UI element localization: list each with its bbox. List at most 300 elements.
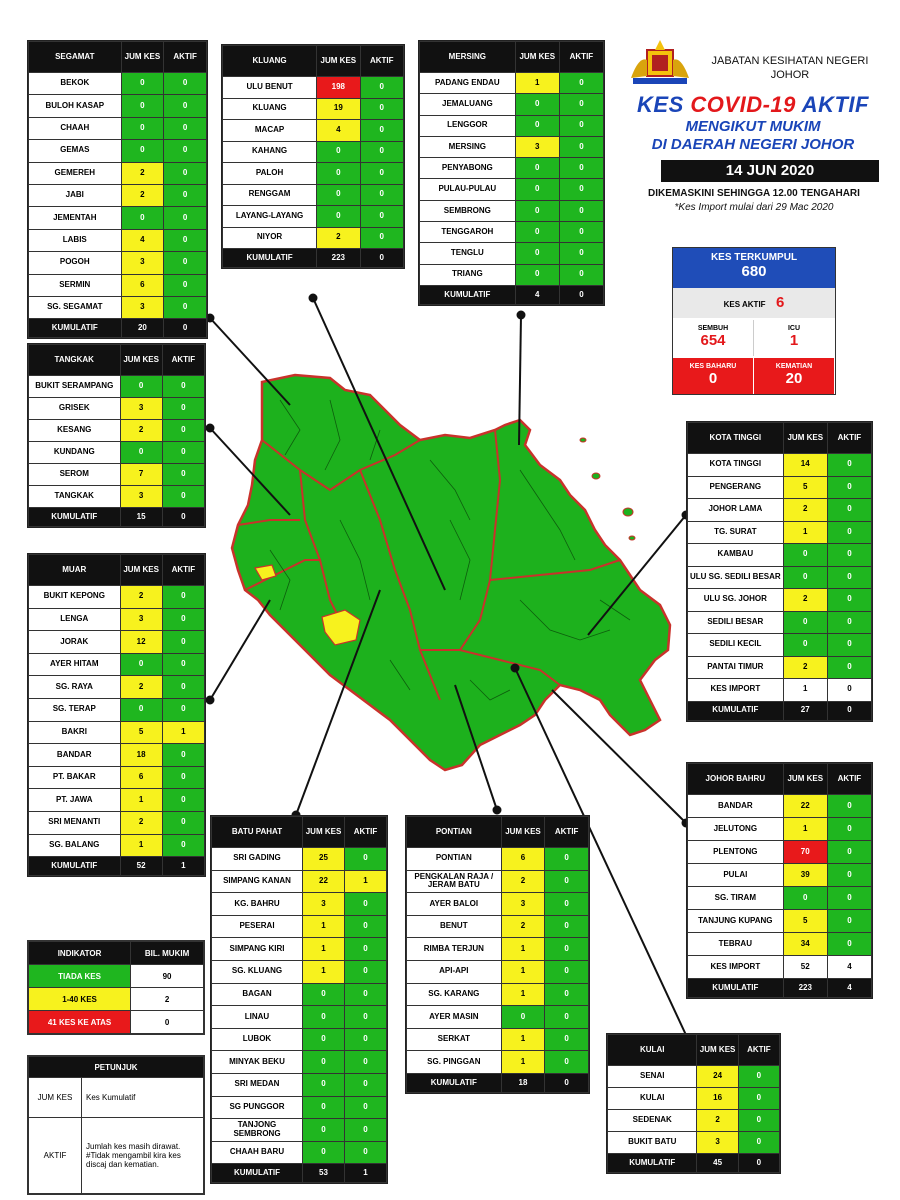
- kumulatif-aktif: 4: [827, 979, 871, 998]
- mukim-name: TRIANG: [420, 264, 516, 285]
- table-row: [608, 1110, 780, 1132]
- summary-icu: [754, 320, 834, 356]
- aktif-value: 0: [162, 420, 204, 442]
- jum-kes-value: 1: [515, 73, 559, 94]
- mukim-name: AYER BALOI: [407, 893, 502, 916]
- table-row: [420, 94, 604, 115]
- page-title: [612, 92, 894, 118]
- mukim-name: SRI GADING: [212, 848, 303, 871]
- table-row: [212, 1141, 387, 1164]
- jum-kes-value: 2: [120, 586, 162, 609]
- district-name: MERSING: [420, 42, 516, 73]
- jum-kes-value: 0: [303, 1141, 345, 1164]
- aktif-value: 0: [559, 264, 603, 285]
- jum-kes-value: 0: [303, 1096, 345, 1119]
- mukim-name: GRISEK: [29, 398, 121, 420]
- table-row: [223, 163, 404, 185]
- kumulatif-jum-kes: 20: [121, 319, 164, 338]
- kumulatif-jum-kes: 27: [783, 701, 827, 720]
- table-row: [29, 184, 207, 206]
- jum-kes-value: 1: [783, 521, 827, 544]
- mukim-name: RIMBA TERJUN: [407, 938, 502, 961]
- kumulatif-jum-kes: 18: [501, 1073, 545, 1092]
- jum-kes-value: 39: [783, 864, 827, 887]
- table-row: [29, 442, 205, 464]
- col-jum-kes: JUM KES: [303, 817, 345, 848]
- table-row: [212, 870, 387, 893]
- table-row: [29, 631, 205, 654]
- leader-muar: [210, 600, 270, 700]
- mukim-name: JABI: [29, 184, 122, 206]
- mukim-name: KLUANG: [223, 98, 317, 120]
- table-row: [29, 274, 207, 296]
- district-name: SEGAMAT: [29, 42, 122, 73]
- kumulatif-aktif: 1: [162, 857, 204, 876]
- col-jum-kes: JUM KES: [783, 764, 827, 795]
- table-row: [420, 200, 604, 221]
- table-row: [29, 95, 207, 117]
- aktif-value: 0: [827, 841, 871, 864]
- table-row: [29, 676, 205, 699]
- mukim-name: LUBOK: [212, 1028, 303, 1051]
- table-row: [29, 834, 205, 857]
- jum-kes-value: 2: [783, 656, 827, 679]
- aktif-value: 0: [162, 698, 204, 721]
- mukim-name: BEKOK: [29, 73, 122, 95]
- mukim-name: MINYAK BEKU: [212, 1051, 303, 1074]
- district-table-kotatinggi: [686, 421, 873, 722]
- district-table-grid: [687, 422, 872, 721]
- jum-kes-value: 2: [783, 499, 827, 522]
- aktif-value: 0: [164, 296, 207, 318]
- district-table-muar: [27, 553, 206, 877]
- jum-kes-value: 5: [783, 476, 827, 499]
- jum-kes-value: 1: [501, 1051, 545, 1074]
- mukim-name: JEMALUANG: [420, 94, 516, 115]
- map-island-4: [580, 438, 586, 442]
- jum-kes-value: 22: [303, 870, 345, 893]
- jum-kes-value: 0: [120, 653, 162, 676]
- summary-aktif: [673, 288, 835, 318]
- aktif-value: 0: [545, 848, 589, 871]
- report-date: 14 JUN 2020: [661, 160, 879, 182]
- district-table-grid: [28, 554, 205, 876]
- aktif-value: 0: [545, 915, 589, 938]
- table-row: [212, 1006, 387, 1029]
- aktif-value: 0: [162, 789, 204, 812]
- legend-1-40-kes: 1-40 KES: [29, 988, 131, 1011]
- aktif-value: 0: [162, 631, 204, 654]
- aktif-value: 0: [827, 634, 871, 657]
- aktif-value: 0: [360, 184, 403, 206]
- table-row: [420, 264, 604, 285]
- jum-kes-value: 2: [120, 676, 162, 699]
- legend-1-40-kes-value: 2: [131, 988, 204, 1011]
- district-table-grid: [419, 41, 604, 305]
- jum-kes-value: 2: [697, 1110, 738, 1132]
- table-row: [420, 73, 604, 94]
- district-table-mersing: [418, 40, 605, 306]
- jum-kes-value: 2: [501, 870, 545, 893]
- aktif-value: 0: [360, 163, 403, 185]
- mukim-name: PADANG ENDAU: [420, 73, 516, 94]
- aktif-value: 0: [345, 960, 387, 983]
- jum-kes-value: 0: [303, 1119, 345, 1142]
- mukim-name: SEDENAK: [608, 1110, 697, 1132]
- jum-kes-value: 0: [515, 200, 559, 221]
- table-row: [688, 589, 872, 612]
- aktif-value: 0: [360, 98, 403, 120]
- kumulatif-label: KUMULATIF: [212, 1164, 303, 1183]
- mukim-name: PT. BAKAR: [29, 766, 121, 789]
- col-aktif: AKTIF: [738, 1035, 779, 1066]
- aktif-value: 0: [162, 834, 204, 857]
- table-row: [688, 454, 872, 477]
- aktif-value: 0: [345, 1119, 387, 1142]
- mukim-name: GEMAS: [29, 140, 122, 162]
- jum-kes-value: 18: [120, 744, 162, 767]
- mukim-name: TENGLU: [420, 243, 516, 264]
- leader-segamat: [210, 318, 290, 405]
- mukim-name: BUKIT KEPONG: [29, 586, 121, 609]
- mukim-name: SIMPANG KANAN: [212, 870, 303, 893]
- col-jum-kes: JUM KES: [120, 555, 162, 586]
- aktif-value: 0: [162, 464, 204, 486]
- aktif-value: 0: [559, 94, 603, 115]
- col-aktif: AKTIF: [827, 764, 871, 795]
- mukim-name: TANJONG SEMBRONG: [212, 1119, 303, 1142]
- kumulatif-aktif: 0: [545, 1073, 589, 1092]
- mukim-name: TANGKAK: [29, 486, 121, 508]
- kumulatif-jum-kes: 223: [783, 979, 827, 998]
- kumulatif-label: KUMULATIF: [29, 857, 121, 876]
- mukim-name: SG. SEGAMAT: [29, 296, 122, 318]
- aktif-value: 0: [827, 499, 871, 522]
- aktif-value: 0: [345, 983, 387, 1006]
- mukim-name: NIYOR: [223, 227, 317, 249]
- district-table-batupahat: [210, 815, 388, 1184]
- mukim-name: LENGGOR: [420, 115, 516, 136]
- jum-kes-value: 0: [303, 1006, 345, 1029]
- aktif-value: 0: [827, 818, 871, 841]
- table-row: [212, 1096, 387, 1119]
- guide-title: PETUNJUK: [29, 1057, 204, 1078]
- mukim-name: BUKIT SERAMPANG: [29, 376, 121, 398]
- aktif-value: 0: [162, 811, 204, 834]
- table-row: [688, 887, 872, 910]
- kumulatif-aktif: 0: [827, 701, 871, 720]
- table-row: [29, 117, 207, 139]
- aktif-value: 0: [164, 274, 207, 296]
- aktif-value: 0: [827, 910, 871, 933]
- table-row: [212, 1028, 387, 1051]
- mukim-name: SG. TERAP: [29, 698, 121, 721]
- mukim-name: BULOH KASAP: [29, 95, 122, 117]
- baharu-value: 0: [708, 370, 718, 387]
- aktif-value: 1: [162, 721, 204, 744]
- kumulatif-jum-kes: 53: [303, 1164, 345, 1183]
- sembuh-label: SEMBUH: [697, 325, 729, 332]
- mukim-name: TENGGAROH: [420, 222, 516, 243]
- table-row: [420, 136, 604, 157]
- mukim-name: LAYANG-LAYANG: [223, 206, 317, 228]
- kumulatif-label: KUMULATIF: [420, 285, 516, 304]
- district-table-segamat: [27, 40, 208, 339]
- col-jum-kes: JUM KES: [121, 42, 164, 73]
- table-row: [212, 1073, 387, 1096]
- aktif-value: 0: [827, 679, 871, 702]
- mukim-name: LENGA: [29, 608, 121, 631]
- kumulatif-jum-kes: 4: [515, 285, 559, 304]
- col-aktif: AKTIF: [827, 423, 871, 454]
- table-row: [688, 499, 872, 522]
- jum-kes-value: 1: [501, 938, 545, 961]
- aktif-value: 0: [164, 207, 207, 229]
- summary-box: [672, 247, 836, 395]
- jum-kes-value: 0: [317, 163, 360, 185]
- subtitle-line1: MENGIKUT MUKIM: [685, 118, 821, 135]
- table-row: [420, 243, 604, 264]
- jum-kes-value: 34: [783, 933, 827, 956]
- mukim-name: JORAK: [29, 631, 121, 654]
- mukim-name: RENGGAM: [223, 184, 317, 206]
- aktif-value: 0: [545, 983, 589, 1006]
- mukim-name: KES IMPORT: [688, 956, 784, 979]
- aktif-value: 0: [162, 398, 204, 420]
- district-name: BATU PAHAT: [212, 817, 303, 848]
- page-subtitle: [612, 118, 894, 154]
- jum-kes-value: 0: [783, 611, 827, 634]
- aktif-value: 0: [164, 95, 207, 117]
- mukim-name: SENAI: [608, 1066, 697, 1088]
- jum-kes-value: 3: [515, 136, 559, 157]
- table-row: [688, 933, 872, 956]
- table-row: [212, 983, 387, 1006]
- table-row: [407, 1028, 589, 1051]
- kematian-value: 20: [785, 370, 803, 387]
- aktif-value: 0: [162, 586, 204, 609]
- kumulatif-aktif: 0: [360, 249, 403, 268]
- aktif-value: 0: [559, 73, 603, 94]
- import-note: *Kes Import mulai dari 29 Mac 2020: [674, 202, 834, 213]
- aktif-value: 0: [827, 864, 871, 887]
- kumulatif-aktif: 1: [345, 1164, 387, 1183]
- aktif-value: 0: [827, 454, 871, 477]
- table-row: [407, 915, 589, 938]
- mukim-name: ULU SG. SEDILI BESAR: [688, 566, 784, 589]
- mukim-name: PULAI: [688, 864, 784, 887]
- jum-kes-value: 3: [120, 608, 162, 631]
- aktif-value: 0: [827, 521, 871, 544]
- mukim-name: MACAP: [223, 120, 317, 142]
- jum-kes-value: 1: [501, 960, 545, 983]
- jum-kes-value: 0: [120, 376, 162, 398]
- mukim-name: PESERAI: [212, 915, 303, 938]
- aktif-value: 0: [162, 766, 204, 789]
- jum-kes-value: 1: [303, 960, 345, 983]
- baharu-label: KES BAHARU: [689, 363, 737, 370]
- table-row: [29, 398, 205, 420]
- table-row: [212, 848, 387, 871]
- mukim-name: KESANG: [29, 420, 121, 442]
- aktif-value: 0: [827, 933, 871, 956]
- mukim-name: BENUT: [407, 915, 502, 938]
- mukim-name: KOTA TINGGI: [688, 454, 784, 477]
- table-row: [688, 544, 872, 567]
- jum-kes-value: 0: [515, 222, 559, 243]
- aktif-value: 0: [164, 184, 207, 206]
- col-jum-kes: JUM KES: [317, 46, 360, 77]
- table-row: [420, 115, 604, 136]
- kumulatif-jum-kes: 45: [697, 1154, 738, 1173]
- jum-kes-value: 1: [783, 818, 827, 841]
- mukim-name: BANDAR: [688, 795, 784, 818]
- table-row: [29, 207, 207, 229]
- jum-kes-value: 0: [515, 179, 559, 200]
- district-table-grid: [28, 344, 205, 527]
- table-row: [29, 464, 205, 486]
- jum-kes-value: 1: [501, 1028, 545, 1051]
- col-aktif: AKTIF: [162, 555, 204, 586]
- table-row: [29, 721, 205, 744]
- mukim-name: JOHOR LAMA: [688, 499, 784, 522]
- district-table-kulai: [606, 1033, 781, 1174]
- aktif-value: 0: [345, 1141, 387, 1164]
- table-row: [407, 960, 589, 983]
- district-name: MUAR: [29, 555, 121, 586]
- table-row: [29, 376, 205, 398]
- jum-kes-value: 0: [317, 184, 360, 206]
- mukim-name: TEBRAU: [688, 933, 784, 956]
- summary-baharu: [673, 358, 754, 394]
- aktif-value: 0: [345, 1006, 387, 1029]
- table-row: [29, 252, 207, 274]
- kumulatif-aktif: 0: [162, 508, 204, 527]
- mukim-name: KULAI: [608, 1088, 697, 1110]
- table-row: [29, 608, 205, 631]
- table-row: [223, 120, 404, 142]
- mukim-name: PENGKALAN RAJA / JERAM BATU: [407, 870, 502, 893]
- aktif-value: 0: [360, 206, 403, 228]
- jum-kes-value: 52: [783, 956, 827, 979]
- kumulatif-label: KUMULATIF: [29, 508, 121, 527]
- table-row: [420, 179, 604, 200]
- legend-41-kes-value: 0: [131, 1011, 204, 1034]
- jum-kes-value: 2: [120, 420, 162, 442]
- district-table-grid: [211, 816, 387, 1183]
- kumulatif-label: KUMULATIF: [688, 701, 784, 720]
- table-row: [688, 634, 872, 657]
- aktif-value: 0: [559, 115, 603, 136]
- table-row: [212, 938, 387, 961]
- aktif-value: 0: [738, 1088, 779, 1110]
- table-row: [688, 656, 872, 679]
- kumulatif-aktif: 0: [164, 319, 207, 338]
- table-row: [223, 141, 404, 163]
- district-name: TANGKAK: [29, 345, 121, 376]
- district-name: KLUANG: [223, 46, 317, 77]
- jum-kes-value: 0: [121, 95, 164, 117]
- table-row: [407, 893, 589, 916]
- aktif-value: 0: [162, 486, 204, 508]
- jum-kes-value: 2: [783, 589, 827, 612]
- aktif-value: 0: [360, 227, 403, 249]
- jum-kes-value: 5: [783, 910, 827, 933]
- aktif-value: 0: [545, 1051, 589, 1074]
- mukim-name: SERMIN: [29, 274, 122, 296]
- aktif-value: 0: [827, 611, 871, 634]
- aktif-value: 0: [164, 73, 207, 95]
- table-row: [212, 960, 387, 983]
- jum-kes-value: 0: [515, 115, 559, 136]
- aktif-value: 0: [164, 229, 207, 251]
- jum-kes-value: 0: [303, 1028, 345, 1051]
- summary-sembuh: [673, 320, 754, 356]
- table-row: [223, 206, 404, 228]
- jum-kes-value: 1: [783, 679, 827, 702]
- table-row: [29, 296, 207, 318]
- aktif-value: 0: [345, 1051, 387, 1074]
- jum-kes-value: 0: [121, 73, 164, 95]
- mukim-name: LINAU: [212, 1006, 303, 1029]
- aktif-value: 0: [827, 566, 871, 589]
- jum-kes-value: 198: [317, 77, 360, 99]
- table-row: [688, 611, 872, 634]
- mukim-name: KUNDANG: [29, 442, 121, 464]
- jum-kes-value: 0: [121, 117, 164, 139]
- jum-kes-value: 0: [783, 544, 827, 567]
- kumulatif-label: KUMULATIF: [688, 979, 784, 998]
- mukim-name: PENGERANG: [688, 476, 784, 499]
- mukim-name: TANJUNG KUPANG: [688, 910, 784, 933]
- title-kes: KES: [637, 92, 684, 117]
- updated-note: DIKEMASKINI SEHINGGA 12.00 TENGAHARI: [648, 188, 860, 199]
- table-row: [212, 893, 387, 916]
- aktif-value: 0: [559, 243, 603, 264]
- aktif-value: 0: [559, 136, 603, 157]
- aktif-value: 0: [345, 1096, 387, 1119]
- guide-term-aktif: AKTIF: [29, 1118, 82, 1194]
- kumulatif-label: KUMULATIF: [223, 249, 317, 268]
- table-row: [29, 744, 205, 767]
- jum-kes-value: 1: [120, 834, 162, 857]
- mukim-name: SRI MENANTI: [29, 811, 121, 834]
- jum-kes-value: 0: [317, 206, 360, 228]
- aktif-value: 0: [345, 893, 387, 916]
- aktif-value: 0: [345, 848, 387, 871]
- table-row: [688, 841, 872, 864]
- guide-box: [27, 1055, 205, 1195]
- aktif-value: 0: [827, 589, 871, 612]
- aktif-value: 0: [360, 77, 403, 99]
- table-row: [608, 1066, 780, 1088]
- table-row: [212, 1051, 387, 1074]
- jum-kes-value: 3: [120, 398, 162, 420]
- table-row: [608, 1088, 780, 1110]
- jum-kes-value: 22: [783, 795, 827, 818]
- jum-kes-value: 3: [303, 893, 345, 916]
- table-row: [29, 789, 205, 812]
- col-jum-kes: JUM KES: [120, 345, 162, 376]
- jum-kes-value: 2: [120, 811, 162, 834]
- icu-value: 1: [789, 332, 799, 349]
- agency-name: JABATAN KESIHATAN NEGERI JOHOR: [711, 55, 869, 81]
- kumulatif-label: KUMULATIF: [608, 1154, 697, 1173]
- jum-kes-value: 2: [121, 162, 164, 184]
- aktif-value: 0: [164, 162, 207, 184]
- jum-kes-value: 0: [501, 1006, 545, 1029]
- table-row: [29, 486, 205, 508]
